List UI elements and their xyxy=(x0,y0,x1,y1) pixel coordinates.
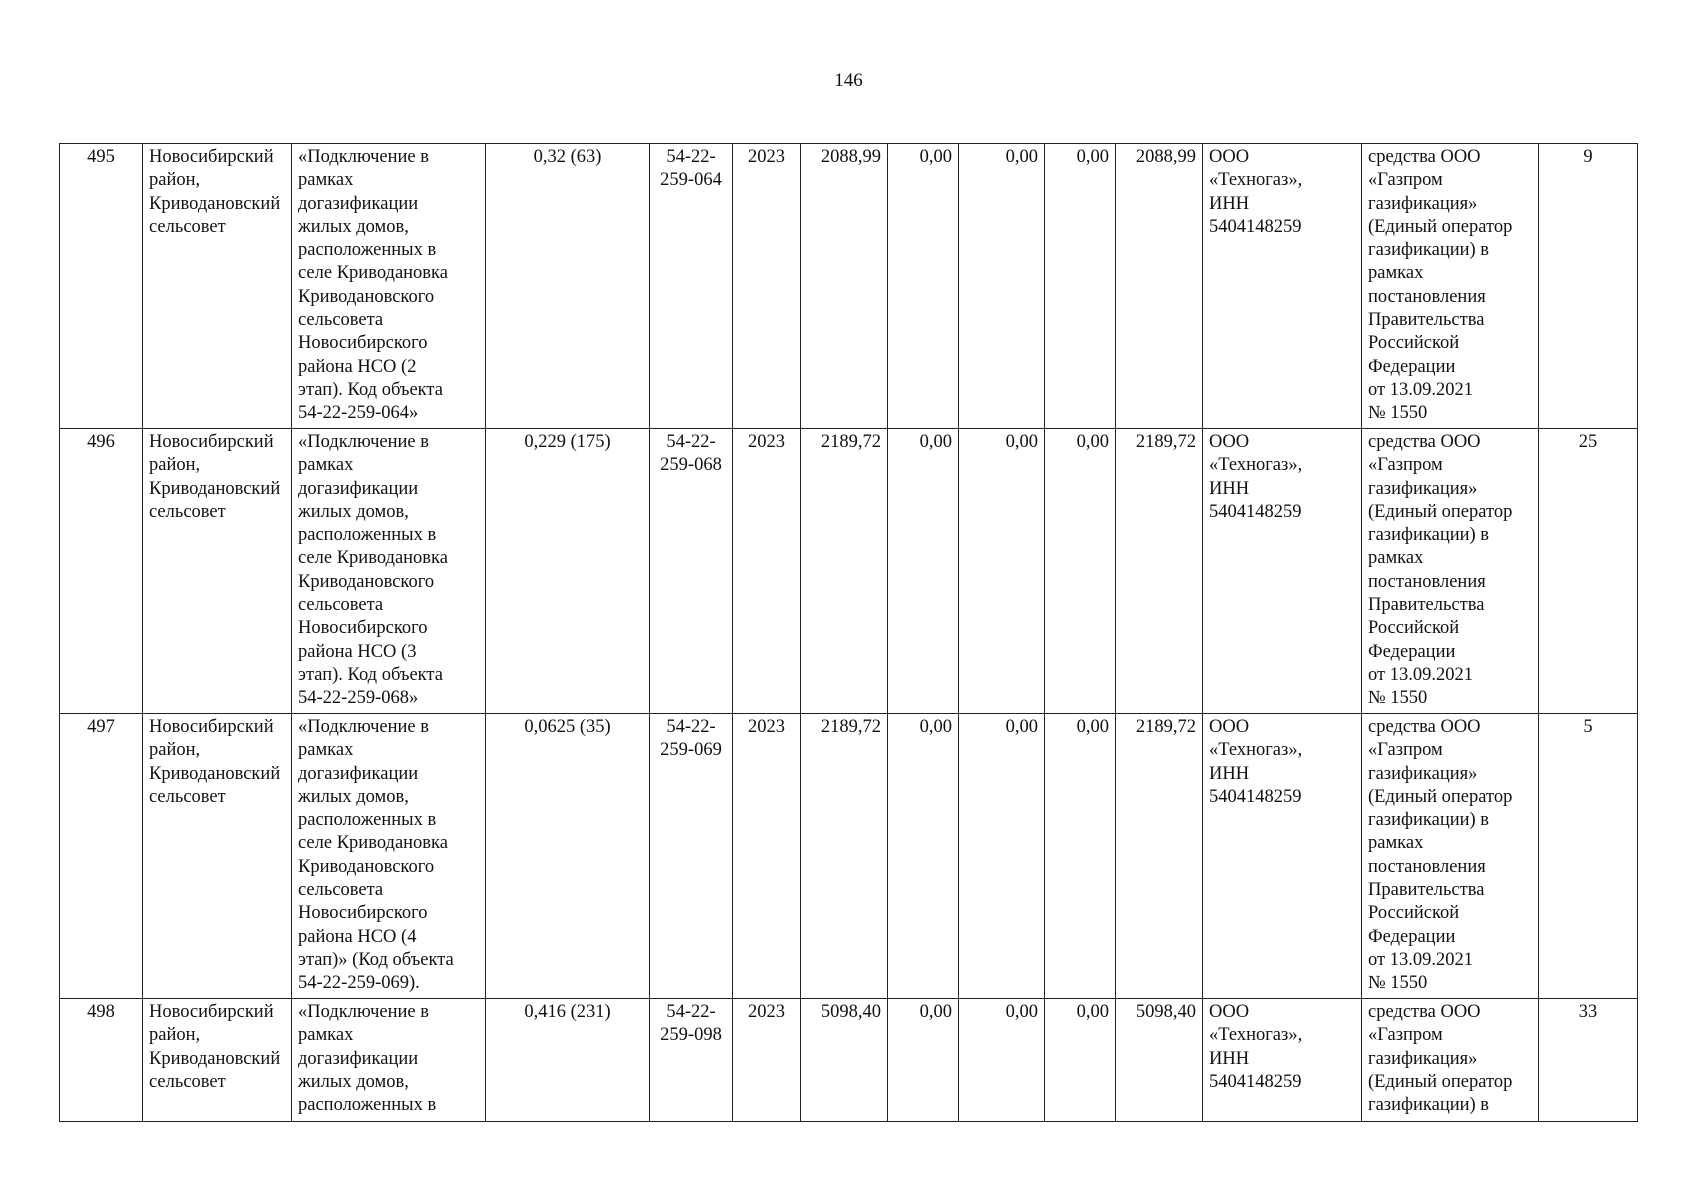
organization-cell: ООО «Техногаз», ИНН 5404148259 xyxy=(1203,429,1362,714)
row-number: 496 xyxy=(60,429,143,714)
cost-cell-4: 0,00 xyxy=(1045,144,1116,429)
length-cell: 0,416 (231) xyxy=(486,999,650,1122)
total-cost-cell: 2189,72 xyxy=(801,429,888,714)
length-cell: 0,32 (63) xyxy=(486,144,650,429)
row-number: 497 xyxy=(60,714,143,999)
row-number: 495 xyxy=(60,144,143,429)
organization-cell: ООО «Техногаз», ИНН 5404148259 xyxy=(1203,999,1362,1122)
organization-cell: ООО «Техногаз», ИНН 5404148259 xyxy=(1203,144,1362,429)
length-cell: 0,229 (175) xyxy=(486,429,650,714)
cost-cell-4: 0,00 xyxy=(1045,999,1116,1122)
organization-cell: ООО «Техногаз», ИНН 5404148259 xyxy=(1203,714,1362,999)
object-name-cell: «Подключение в рамках догазификации жилых домов, расположенных в селе Криводановка Криводановского сельсовета Новосибирского района НСО (2 этап). Код объекта 54-22-259-064» xyxy=(292,144,486,429)
total-cost-cell: 2088,99 xyxy=(801,144,888,429)
district-cell: Новосибирский район, Криводановский сельсовет xyxy=(143,714,292,999)
district-cell: Новосибирский район, Криводановский сельсовет xyxy=(143,144,292,429)
object-code-cell: 54-22- 259-098 xyxy=(650,999,733,1122)
length-cell: 0,0625 (35) xyxy=(486,714,650,999)
object-name-cell: «Подключение в рамках догазификации жилых домов, расположенных в xyxy=(292,999,486,1122)
cost-cell-3: 0,00 xyxy=(959,429,1045,714)
object-code-cell: 54-22- 259-069 xyxy=(650,714,733,999)
count-cell: 33 xyxy=(1539,999,1638,1122)
object-name-cell: «Подключение в рамках догазификации жилых домов, расположенных в селе Криводановка Криводановского сельсовета Новосибирского района НСО (4 этап)» (Код объекта 54-22-259-069). xyxy=(292,714,486,999)
cost-cell-5: 2189,72 xyxy=(1116,714,1203,999)
total-cost-cell: 5098,40 xyxy=(801,999,888,1122)
table-row xyxy=(60,429,1638,714)
page-number: 146 xyxy=(834,70,863,91)
table-row xyxy=(60,999,1638,1122)
objects-table xyxy=(59,143,1638,1122)
funding-source-cell: средства ООО «Газпром газификация» (Единый оператор газификации) в рамках постановления Правительства Российской Федерации от 13.09.2021 № 1550 xyxy=(1362,429,1539,714)
cost-cell-2: 0,00 xyxy=(888,429,959,714)
year-cell: 2023 xyxy=(733,429,801,714)
district-cell: Новосибирский район, Криводановский сельсовет xyxy=(143,999,292,1122)
district-cell: Новосибирский район, Криводановский сельсовет xyxy=(143,429,292,714)
count-cell: 9 xyxy=(1539,144,1638,429)
cost-cell-3: 0,00 xyxy=(959,999,1045,1122)
cost-cell-2: 0,00 xyxy=(888,999,959,1122)
table-row xyxy=(60,714,1638,999)
count-cell: 25 xyxy=(1539,429,1638,714)
cost-cell-4: 0,00 xyxy=(1045,714,1116,999)
cost-cell-5: 2088,99 xyxy=(1116,144,1203,429)
cost-cell-2: 0,00 xyxy=(888,714,959,999)
year-cell: 2023 xyxy=(733,144,801,429)
cost-cell-5: 5098,40 xyxy=(1116,999,1203,1122)
cost-cell-2: 0,00 xyxy=(888,144,959,429)
funding-source-cell: средства ООО «Газпром газификация» (Единый оператор газификации) в рамках постановления Правительства Российской Федерации от 13.09.2021 № 1550 xyxy=(1362,714,1539,999)
total-cost-cell: 2189,72 xyxy=(801,714,888,999)
cost-cell-3: 0,00 xyxy=(959,714,1045,999)
funding-source-cell: средства ООО «Газпром газификация» (Единый оператор газификации) в рамках постановления Правительства Российской Федерации от 13.09.2021 № 1550 xyxy=(1362,144,1539,429)
year-cell: 2023 xyxy=(733,999,801,1122)
object-code-cell: 54-22- 259-068 xyxy=(650,429,733,714)
funding-source-cell: средства ООО «Газпром газификация» (Единый оператор газификации) в xyxy=(1362,999,1539,1122)
year-cell: 2023 xyxy=(733,714,801,999)
cost-cell-4: 0,00 xyxy=(1045,429,1116,714)
row-number: 498 xyxy=(60,999,143,1122)
object-code-cell: 54-22- 259-064 xyxy=(650,144,733,429)
cost-cell-3: 0,00 xyxy=(959,144,1045,429)
cost-cell-5: 2189,72 xyxy=(1116,429,1203,714)
object-name-cell: «Подключение в рамках догазификации жилых домов, расположенных в селе Криводановка Криводановского сельсовета Новосибирского района НСО (3 этап). Код объекта 54-22-259-068» xyxy=(292,429,486,714)
table-row xyxy=(60,144,1638,429)
count-cell: 5 xyxy=(1539,714,1638,999)
